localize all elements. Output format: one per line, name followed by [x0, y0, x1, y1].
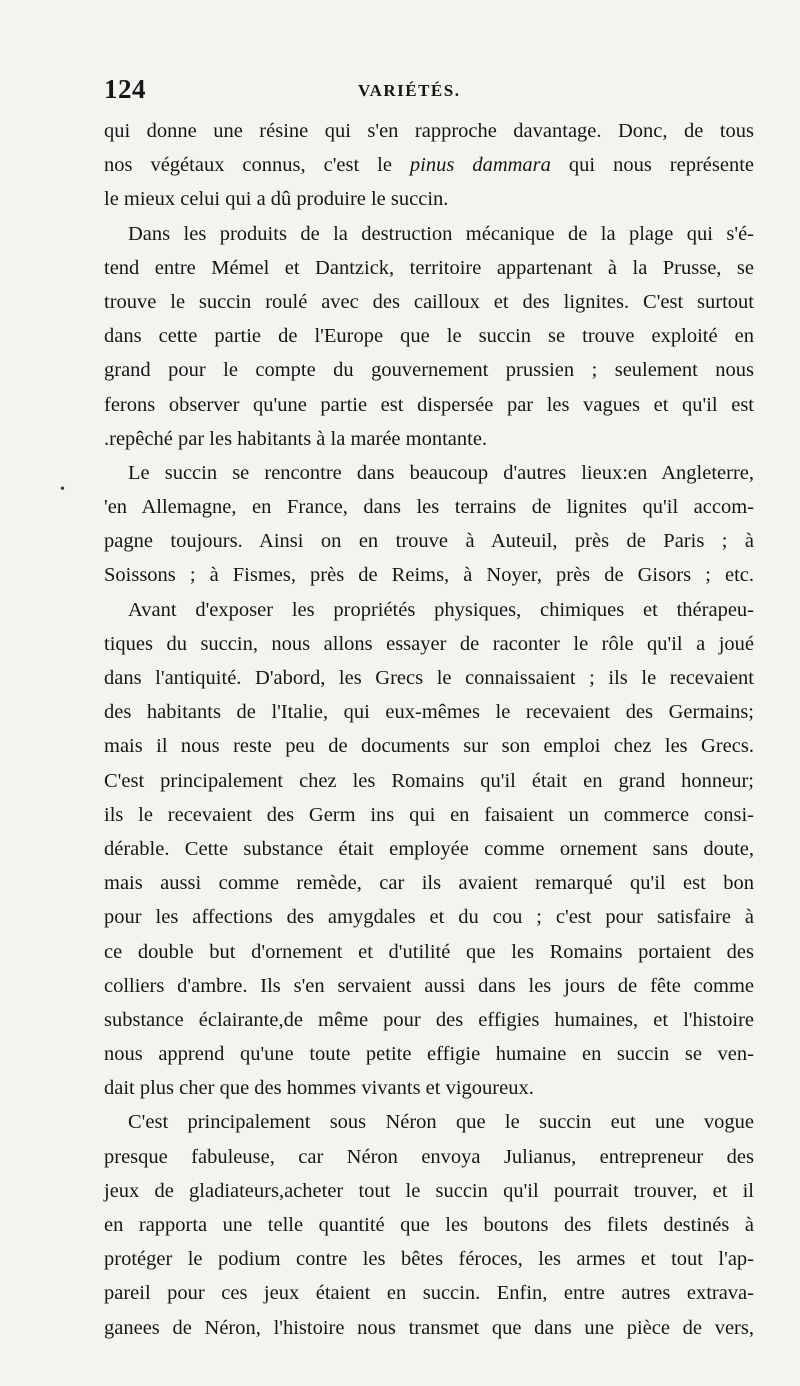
running-head: VARIÉTÉS.: [358, 81, 461, 100]
text-line: ganees de Néron, l'histoire nous transmet que dans une pièce de vers,: [104, 1316, 754, 1339]
text-line: grand pour le compte du gouvernement prussien ; seulement nous: [104, 359, 754, 382]
text-line: tiques du succin, nous allons essayer de raconter le rôle qu'il a joué: [104, 632, 754, 655]
text-line: pagne toujours. Ainsi on en trouve à Auteuil, près de Paris ; à: [104, 530, 754, 553]
text-line: ils le recevaient des Germ ins qui en faisaient un commerce consi-: [104, 803, 754, 826]
body-text: [104, 114, 754, 1345]
text-line: nous apprend qu'une toute petite effigie humaine en succin se ven-: [104, 1043, 754, 1066]
text-line: .repêché par les habitants à la marée montante.: [104, 427, 488, 450]
page-header: [104, 72, 764, 108]
text-line: substance éclairante,de même pour des effigies humaines, et l'histoire: [104, 1008, 754, 1031]
text-line: colliers d'ambre. Ils s'en servaient aussi dans les jours de fête comme: [104, 974, 754, 997]
text-line: le mieux celui qui a dû produire le succin.: [104, 188, 449, 211]
page-number: 124: [104, 74, 146, 104]
text-line: mais aussi comme remède, car ils avaient remarqué qu'il est bon: [104, 872, 754, 895]
text-line: protéger le podium contre les bêtes féroces, les armes et tout l'ap-: [104, 1248, 754, 1271]
text-line: C'est principalement chez les Romains qu'il était en grand honneur;: [104, 769, 754, 792]
text-line: trouve le succin roulé avec des cailloux et des lignites. C'est surtout: [104, 290, 754, 313]
text-line: dait plus cher que des hommes vivants et vigoureux.: [104, 1077, 534, 1100]
text-line: nos végétaux connus, c'est le pinus dammara qui nous représente: [104, 154, 754, 177]
text-line: Soissons ; à Fismes, près de Reims, à Noyer, près de Gisors ; etc.: [104, 564, 754, 587]
text-line: en rapporta une telle quantité que les boutons des filets destinés à: [104, 1214, 754, 1236]
text-line: pour les affections des amygdales et du cou ; c'est pour satisfaire à: [104, 906, 754, 929]
text-line: tend entre Mémel et Dantzick, territoire appartenant à la Prusse, se: [104, 256, 754, 279]
text-line: des habitants de l'Italie, qui eux-mêmes le recevaient des Germains;: [104, 701, 754, 724]
text-line: presque fabuleuse, car Néron envoya Julianus, entrepreneur des: [104, 1145, 754, 1168]
text-line: ce double but d'ornement et d'utilité que les Romains portaient des: [104, 940, 754, 963]
text-line: jeux de gladiateurs,acheter tout le succin qu'il pourrait trouver, et il: [104, 1179, 754, 1202]
text-line: C'est principalement sous Néron que le succin eut une vogue: [128, 1111, 754, 1134]
text-line: Avant d'exposer les propriétés physiques, chimiques et thérapeu-: [128, 598, 754, 621]
text-line: dérable. Cette substance était employée comme ornement sans doute,: [104, 837, 754, 860]
text-line: mais il nous reste peu de documents sur son emploi chez les Grecs.: [104, 735, 754, 758]
text-line: ferons observer qu'une partie est dispersée par les vagues et qu'il est: [104, 393, 754, 416]
margin-mark: •: [60, 482, 65, 497]
text-line: dans l'antiquité. D'abord, les Grecs le connaissaient ; ils le recevaient: [104, 667, 754, 689]
text-line: 'en Allemagne, en France, dans les terrains de lignites qu'il accom-: [104, 496, 754, 519]
text-line: Dans les produits de la destruction mécanique de la plage qui s'é-: [128, 222, 754, 245]
text-line: Le succin se rencontre dans beaucoup d'autres lieux:en Angleterre,: [128, 461, 754, 484]
text-line: dans cette partie de l'Europe que le succin se trouve exploité en: [104, 325, 754, 348]
text-line: pareil pour ces jeux étaient en succin. Enfin, entre autres extrava-: [104, 1282, 754, 1305]
text-line: qui donne une résine qui s'en rapproche davantage. Donc, de tous: [104, 120, 754, 142]
